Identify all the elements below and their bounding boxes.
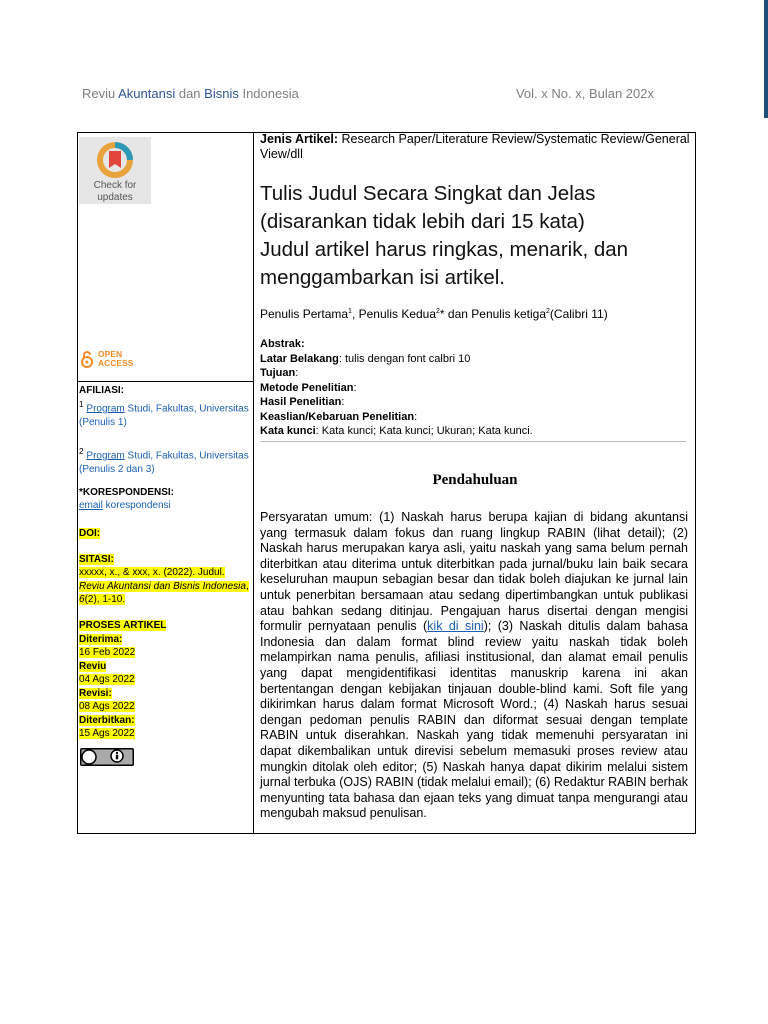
- diterbitkan-label: Diterbitkan:: [79, 714, 135, 726]
- email-correspondence: email korespondensi: [79, 500, 171, 511]
- abstract-latar: Latar Belakang: tulis dengan font calbri 10: [260, 352, 471, 365]
- running-header: [82, 86, 654, 104]
- affiliation-1-link[interactable]: Program: [86, 403, 125, 415]
- doi-label: DOI:: [79, 528, 101, 539]
- affiliation-2: $^2$ Program Studi, Fakultas, Universitas (Penulis 2 dan 3): [79, 446, 249, 475]
- sidebar-divider: [77, 381, 253, 382]
- open-lock-icon: [80, 350, 94, 368]
- abstract-heading: Abstrak:: [260, 338, 305, 350]
- afiliasi-label: AFILIASI:: [79, 385, 124, 396]
- abstract-block: [260, 337, 690, 439]
- diterima-label: Diterima:: [79, 633, 123, 645]
- form-link[interactable]: kik di sini: [427, 619, 484, 634]
- author-list: Penulis Pertama$^1$, Penulis Kedua$^2$* dan Penulis ketiga$^2$(Calibri 11): [260, 307, 608, 321]
- affiliation-1: $^1$ Program Studi, Fakultas, Universitas (Penulis 1): [79, 399, 249, 428]
- title-line: Judul artikel harus ringkas, menarik, dan: [260, 238, 629, 261]
- open-access-logo: [80, 349, 134, 370]
- open-access-line2: ACCESS: [98, 358, 134, 368]
- revisi-date: 08 Ags 2022: [79, 701, 135, 712]
- edge-accent-bar: [764, 0, 768, 118]
- abstract-keywords: Kata kunci: Kata kunci; Kata kunci; Ukuran; Kata kunci.: [260, 425, 533, 437]
- abstract-hasil: Hasil Penelitian:: [260, 396, 345, 408]
- korespondensi-label: *KORESPONDENSI:: [79, 487, 175, 498]
- sitasi-label: SITASI:: [79, 554, 114, 565]
- abstract-tujuan: Tujuan:: [260, 367, 299, 379]
- cc-by-icon: [80, 748, 134, 766]
- abstract-rule: [260, 441, 686, 442]
- journal-name: Reviu Akuntansi dan Bisnis Indonesia: [82, 86, 299, 101]
- title-line: (disarankan tidak lebih dari 15 kata): [260, 210, 585, 233]
- open-access-line1: OPEN: [98, 349, 123, 359]
- citation-text: xxxxx, x., & xxx, x. (2022). Judul. Reviu Akuntansi dan Bisnis Indonesia, 6(2), 1-10.: [79, 567, 249, 605]
- email-link[interactable]: email: [79, 500, 103, 511]
- pendahuluan-paragraph: Persyaratan umum: (1) Naskah harus berupa kajian di bidang akuntansi yang termasuk dalam fokus dan ruang lingkup RABIN (lihat detail); (2) Naskah harus merupakan karya asli, yaitu naskah yang sama belum pernah diterbitkan atau diterima untuk diterbitkan pada jurnal/buku lain baik secara keseluruhan maupun sebagian besar dan tidak boleh diajukan ke jurnal lain untuk penerbitan bersamaan atau sedang dipertimbangkan untuk publikasi atau bahkan sedang ditinjau. Pengajuan harus disertai dengan mengisi formulir pernyataan penulis (kik di sini); (3) Naskah ditulis dalam bahasa Indonesia dan dalam format blind review yaitu naskah tidak boleh melampirkan nama penulis, afiliasi institusional, dan alamat email penulis yang dapat mengidentifikasi identitas manuskrip karena ini akan bertentangan dengan kebijakan tinjauan double-blind kami. Soft file yang dikirimkan harus dalam format Microsoft Word.; (4) Naskah harus sesuai dengan pedoman penulis RABIN dan diformat sesuai dengan template RABIN untuk diserahkan. Naskah yang tidak memenuhi persyaratan ini dapat dikembalikan untuk direvisi sebelum memasuki proses review atau mungkin ditolak oleh editor; (5) Naskah hanya dapat dikirim melalui sistem jurnal terbuka (OJS) RABIN (tidak melalui email); (6) Redaktur RABIN berhak menyunting tata bahasa dan ejaan teks yang dimuat tanpa mengurangi atau mengubah maksud penulisan.: [260, 510, 688, 821]
- column-divider: [253, 132, 254, 834]
- article-process: [79, 619, 249, 741]
- creative-commons-license-badge[interactable]: [80, 748, 134, 766]
- reviu-date: 04 Ags 2022: [79, 674, 135, 685]
- check-updates-line1: Check for: [93, 180, 137, 191]
- abstract-keaslian: Keaslian/Kebaruan Penelitian:: [260, 410, 418, 423]
- affiliation-2-link[interactable]: Program: [86, 450, 125, 462]
- volume-info: Vol. x No. x, Bulan 202x: [515, 86, 654, 101]
- check-updates-line2: updates: [97, 192, 133, 203]
- abstract-metode: Metode Penelitian:: [260, 381, 357, 394]
- check-for-updates-badge[interactable]: [79, 137, 151, 204]
- proses-label: PROSES ARTIKEL: [79, 620, 167, 631]
- diterima-date: 16 Feb 2022: [79, 647, 136, 658]
- check-updates-icon: [96, 141, 134, 179]
- section-heading-pendahuluan: Pendahuluan: [432, 472, 518, 488]
- revisi-label: Revisi:: [79, 687, 112, 699]
- article-type: Jenis Artikel: Research Paper/Literature Review/Systematic Review/General View/dll: [260, 132, 690, 161]
- title-line: Tulis Judul Secara Singkat dan Jelas: [260, 182, 596, 205]
- title-line: menggambarkan isi artikel.: [260, 266, 505, 289]
- diterbitkan-date: 15 Ags 2022: [79, 728, 135, 739]
- reviu-label: Reviu: [79, 660, 107, 672]
- article-title: [260, 180, 690, 292]
